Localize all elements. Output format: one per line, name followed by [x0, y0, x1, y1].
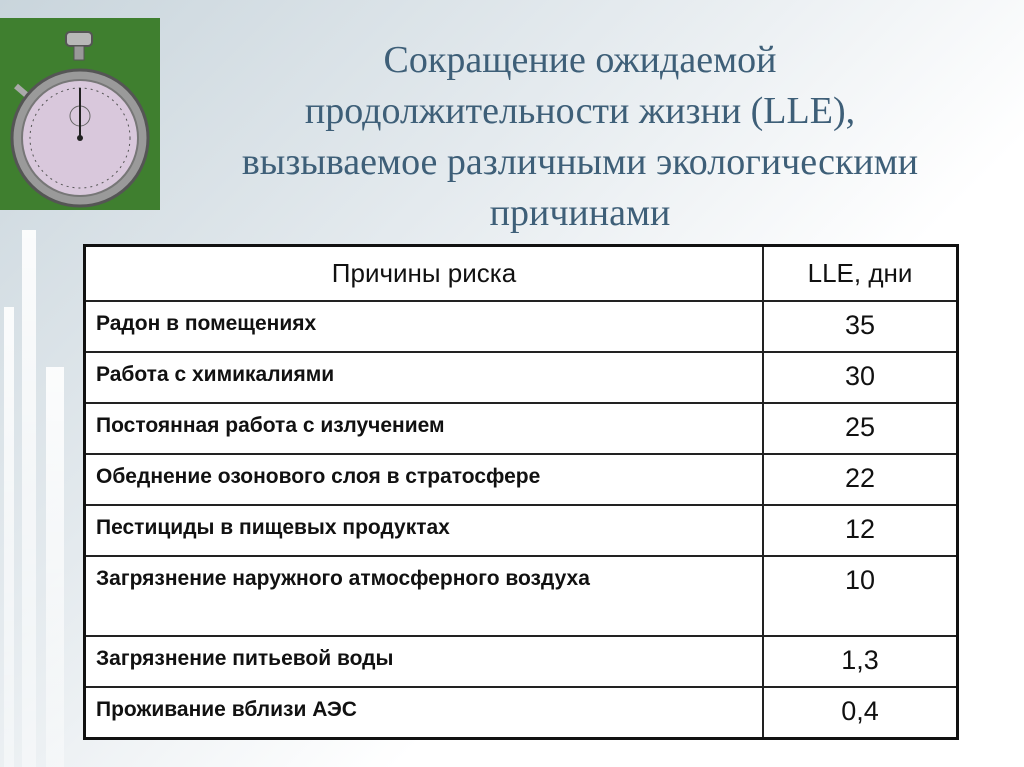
cause-cell: Проживание вблизи АЭС — [85, 687, 764, 738]
table-row — [85, 556, 958, 636]
cause-cell: Постоянная работа с излучением — [85, 403, 764, 454]
stripe — [4, 307, 14, 767]
decorative-stripes — [0, 230, 80, 767]
lle-cell: 25 — [763, 403, 958, 454]
table-row — [85, 352, 958, 403]
lle-cell: 12 — [763, 505, 958, 556]
cause-cell: Обеднение озонового слоя в стратосфере — [85, 454, 764, 505]
cause-cell: Загрязнение питьевой воды — [85, 636, 764, 687]
stripe — [46, 367, 64, 767]
cause-cell: Пестициды в пищевых продуктах — [85, 505, 764, 556]
lle-cell: 1,3 — [763, 636, 958, 687]
header-lle: LLE, дни — [763, 246, 958, 302]
stopwatch-icon — [0, 18, 160, 210]
risk-table — [83, 244, 959, 740]
table-row — [85, 687, 958, 738]
lle-cell: 22 — [763, 454, 958, 505]
table-row — [85, 301, 958, 352]
stripe — [22, 230, 36, 767]
cause-cell: Работа с химикалиями — [85, 352, 764, 403]
lle-cell: 30 — [763, 352, 958, 403]
lle-cell: 35 — [763, 301, 958, 352]
table-row — [85, 505, 958, 556]
table-row — [85, 454, 958, 505]
table-row — [85, 403, 958, 454]
lle-cell: 10 — [763, 556, 958, 636]
header-causes: Причины риска — [85, 246, 764, 302]
stopwatch-photo — [0, 18, 160, 210]
cause-cell: Радон в помещениях — [85, 301, 764, 352]
lle-cell: 0,4 — [763, 687, 958, 738]
table-header-row — [85, 246, 958, 302]
table-row — [85, 636, 958, 687]
slide-title: Сокращение ожидаемой продолжительности жизни (LLE), вызываемое различными экологическими причинами — [241, 39, 919, 234]
cause-cell: Загрязнение наружного атмосферного воздуха — [85, 556, 764, 636]
